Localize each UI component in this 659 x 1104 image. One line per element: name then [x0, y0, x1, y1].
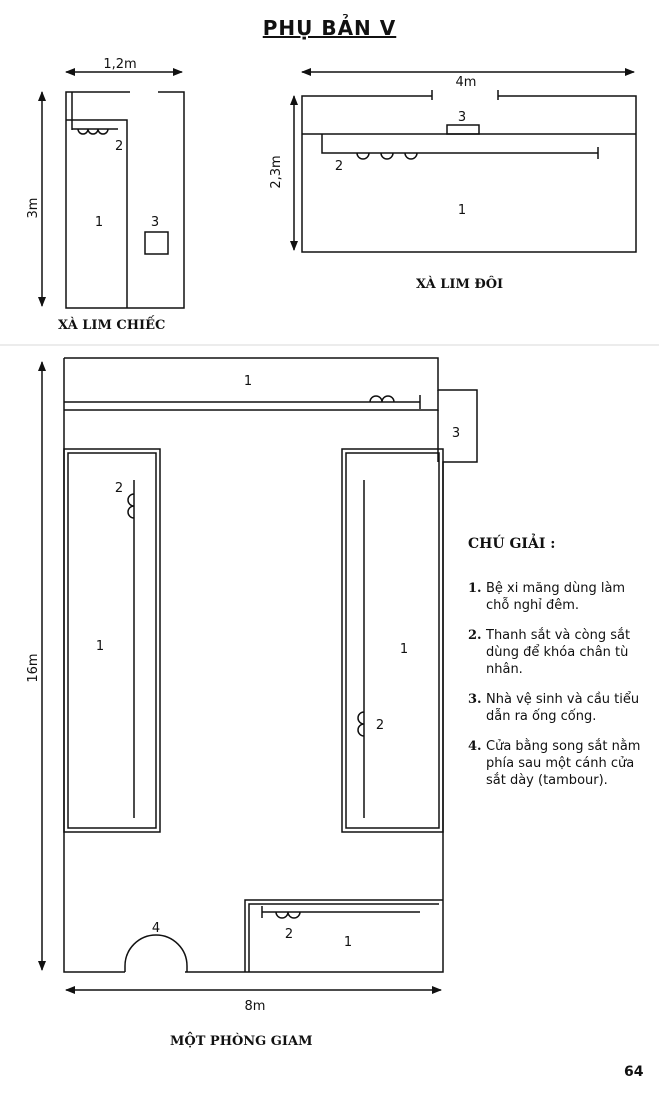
prison-room-caption: MỘT PHÒNG GIAM [170, 1034, 313, 1049]
legend-item-2-text: Thanh sắt và còng sắt dùng để khóa chân tù nhân. [486, 628, 631, 677]
prison-room-label-1-bottom: 1 [343, 935, 353, 950]
legend-item-4-text: Cửa bằng song sắt nằm phía sau một cánh cửa sắt dày (tambour). [486, 739, 641, 788]
page-title: PHỤ BẢN V [262, 16, 397, 40]
legend-item-1-text: Bệ xi măng dùng làm chỗ nghỉ đêm. [486, 581, 626, 613]
single-cell-caption: XÀ LIM CHIẾC [58, 318, 166, 333]
prison-room-label-2-bottom: 2 [284, 927, 294, 942]
legend-item-1 [468, 580, 648, 614]
double-cell-width-label: 4m [455, 75, 477, 90]
legend-item-1-num: 1. [468, 581, 482, 596]
double-cell-walls [302, 96, 636, 252]
single-cell-toilet [145, 232, 168, 254]
double-cell-bar [322, 134, 598, 153]
legend-item-3-num: 3. [468, 692, 482, 707]
prison-room-label-2-left: 2 [114, 481, 124, 496]
prison-room-plan [42, 358, 477, 990]
prison-room-bottom-shackles [276, 912, 300, 918]
legend-item-3-text: Nhà vệ sinh và cầu tiểu dẫn ra ống cống. [486, 692, 640, 724]
legend-item-2 [468, 627, 648, 678]
legend-item-2-num: 2. [468, 628, 482, 643]
prison-room-left-bench-inner [68, 453, 156, 828]
double-cell-height-label: 2,3m [269, 155, 284, 189]
prison-room-door [125, 935, 187, 972]
double-cell-label-2: 2 [334, 159, 344, 174]
single-cell-label-3: 3 [150, 215, 160, 230]
single-cell-label-1: 1 [94, 215, 104, 230]
double-cell-toilet [447, 125, 479, 134]
prison-room-label-2-right: 2 [375, 718, 385, 733]
legend-title: CHÚ GIẢI : [468, 536, 556, 552]
prison-room-label-3: 3 [451, 426, 461, 441]
legend-item-3 [468, 691, 648, 725]
prison-room-label-1-left: 1 [95, 639, 105, 654]
single-cell-plan [42, 72, 184, 308]
double-cell-caption: XÀ LIM ĐÔI [416, 277, 504, 292]
prison-room-right-shackles [358, 712, 364, 736]
single-cell-width-label: 1,2m [103, 57, 137, 72]
prison-room-label-1-top: 1 [243, 374, 253, 389]
prison-room-left-shackles [128, 494, 134, 518]
double-cell-label-3: 3 [457, 110, 467, 125]
double-cell-plan [294, 72, 636, 252]
prison-room-label-4: 4 [151, 921, 161, 936]
prison-room-label-1-right: 1 [399, 642, 409, 657]
prison-room-top-shackles [370, 396, 394, 402]
legend-item-4 [468, 738, 648, 789]
prison-room-height-label: 16m [26, 653, 41, 683]
prison-room-width-label: 8m [244, 999, 266, 1014]
prison-room-right-bench-inner [346, 453, 439, 828]
double-cell-shackles [357, 153, 417, 159]
prison-room-walls [64, 358, 477, 972]
prison-room-right-bench [342, 449, 443, 832]
prison-room-left-bench [64, 449, 160, 832]
single-cell-label-2: 2 [115, 139, 124, 154]
double-cell-label-1: 1 [457, 203, 467, 218]
legend-item-4-num: 4. [468, 739, 482, 754]
page-number: 64 [624, 1064, 644, 1080]
single-cell-height-label: 3m [26, 197, 41, 219]
legend [468, 536, 648, 789]
single-cell-walls [66, 92, 184, 308]
